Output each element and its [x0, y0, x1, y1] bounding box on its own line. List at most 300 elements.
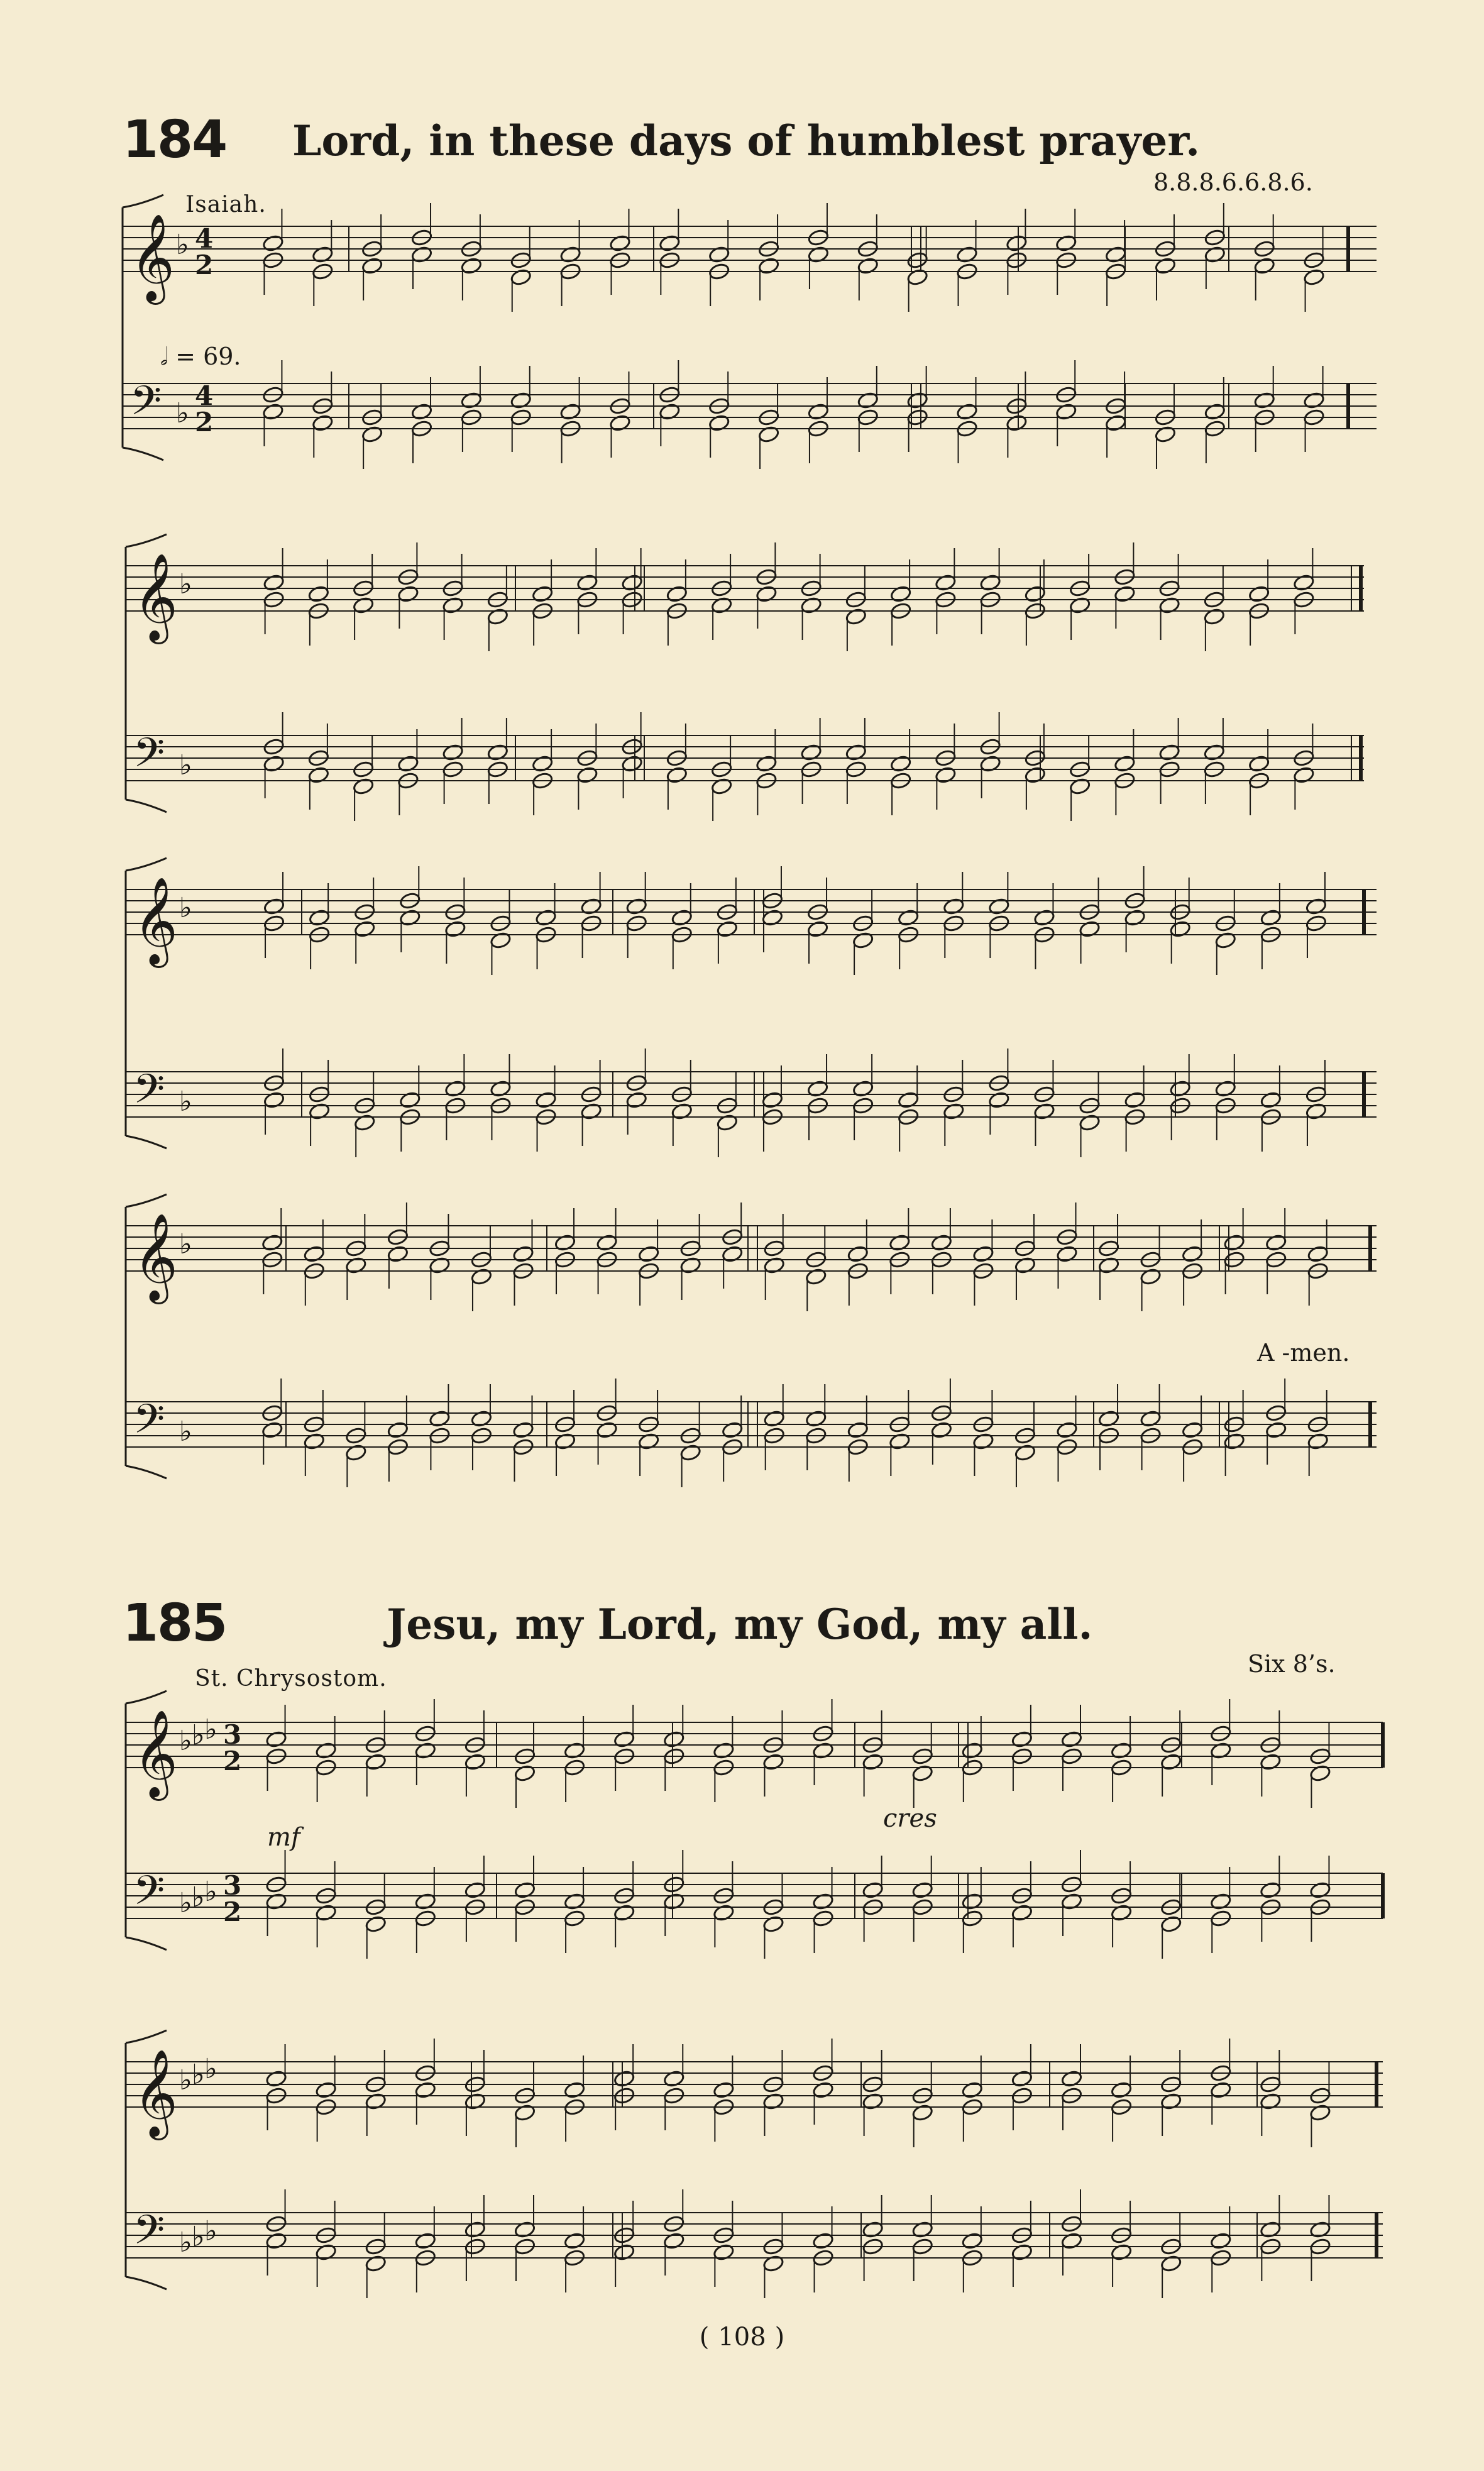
note-head: [1011, 1903, 1033, 1922]
score-system: [0, 541, 1484, 842]
note-head: [265, 2232, 287, 2250]
note-head: [512, 1245, 534, 1263]
note-head: [564, 2081, 586, 2099]
note-head: [890, 754, 912, 773]
note-head: [911, 2220, 933, 2238]
time-signature-top: 3: [223, 1870, 242, 1901]
tune-name: Isaiah.: [185, 192, 267, 217]
note-head: [444, 1079, 466, 1098]
note-head: [263, 573, 285, 592]
note-head: [303, 1432, 325, 1450]
note-head: [1105, 245, 1127, 263]
flat-icon: ♭: [179, 2226, 192, 2259]
note-head: [762, 2092, 784, 2110]
flat-icon: ♭: [176, 229, 189, 261]
note-head: [312, 414, 334, 432]
note-head: [263, 754, 285, 773]
note-head: [1223, 1432, 1245, 1450]
flat-icon: ♭: [179, 1887, 192, 1919]
treble-clef-icon: 𝄞: [133, 877, 178, 964]
note-head: [353, 596, 375, 614]
note-head: [621, 754, 643, 773]
note-head: [429, 1256, 451, 1274]
note-head: [1006, 234, 1028, 252]
note-head: [679, 1256, 701, 1274]
note-head: [1160, 2254, 1182, 2272]
note-head: [935, 573, 957, 592]
note-head: [663, 1892, 685, 1910]
note-head: [414, 2232, 436, 2250]
note-head: [470, 1409, 492, 1428]
note-head: [666, 766, 688, 784]
amen-lyric: A -men.: [1257, 1339, 1350, 1367]
note-head: [663, 2069, 685, 2088]
note-head: [1098, 1409, 1120, 1428]
note-head: [609, 414, 631, 432]
note-head: [852, 1079, 874, 1098]
note-head: [354, 1113, 376, 1131]
note-head: [956, 402, 978, 421]
staff-lines: [123, 195, 1377, 460]
note-head: [671, 908, 693, 927]
note-head: [857, 391, 879, 409]
note-head: [414, 1741, 436, 1759]
note-head: [943, 897, 965, 915]
note-head: [756, 585, 778, 603]
note-head: [312, 245, 334, 263]
note-head: [365, 1915, 387, 1933]
note-head: [716, 1113, 738, 1131]
note-head: [1265, 1421, 1287, 1439]
note-head: [1140, 1267, 1162, 1285]
note-head: [847, 1245, 869, 1263]
note-head: [510, 391, 532, 409]
note-head: [554, 1432, 576, 1450]
note-head: [722, 1245, 744, 1263]
bass-clef-icon: 𝄢: [133, 1066, 165, 1123]
note-head: [411, 402, 433, 421]
note-head: [263, 897, 285, 915]
note-head: [625, 897, 647, 915]
note-head: [444, 920, 466, 938]
note-head: [464, 2092, 486, 2110]
note-head: [460, 256, 482, 275]
note-head: [972, 1245, 994, 1263]
flat-icon: ♭: [179, 892, 192, 924]
note-head: [943, 1102, 965, 1120]
flat-icon: ♭: [204, 1714, 217, 1746]
dynamic-mf: mf: [267, 1823, 300, 1852]
flat-icon: ♭: [179, 1086, 192, 1118]
note-head: [906, 268, 928, 286]
flat-icon: ♭: [192, 1881, 205, 1913]
note-head: [464, 1881, 486, 1899]
note-head: [621, 573, 643, 592]
note-head: [862, 1881, 884, 1899]
note-head: [514, 2220, 536, 2238]
note-head: [1307, 1245, 1329, 1263]
note-head: [857, 256, 879, 275]
note-head: [979, 754, 1001, 773]
note-head: [807, 402, 829, 421]
note-head: [1033, 908, 1055, 927]
note-head: [564, 1741, 586, 1759]
flat-icon: ♭: [192, 2059, 205, 2091]
time-signature-top: 3: [223, 1719, 242, 1750]
note-head: [762, 2254, 784, 2272]
note-head: [1210, 1741, 1232, 1759]
note-head: [807, 920, 829, 938]
note-head: [800, 743, 822, 761]
note-head: [1114, 585, 1136, 603]
note-head: [315, 1741, 337, 1759]
note-head: [1203, 607, 1225, 625]
flat-icon: ♭: [179, 1228, 192, 1260]
note-head: [1248, 754, 1270, 773]
note-head: [979, 573, 1001, 592]
hymn-number: 185: [123, 1593, 227, 1653]
flat-icon: ♭: [179, 2064, 192, 2096]
note-head: [265, 1892, 287, 1910]
note-head: [564, 2232, 586, 2250]
note-head: [535, 1091, 557, 1109]
note-head: [961, 2081, 983, 2099]
note-head: [898, 908, 920, 927]
note-head: [1060, 1730, 1082, 1748]
meter: 8.8.8.6.6.8.6.: [1153, 168, 1313, 196]
note-head: [460, 391, 482, 409]
staff-lines: [126, 2030, 1383, 2289]
note-head: [365, 2254, 387, 2272]
note-head: [1309, 1764, 1331, 1782]
time-signature-bottom: 2: [195, 407, 214, 438]
note-head: [559, 245, 581, 263]
flat-icon: ♭: [192, 1719, 205, 1751]
note-head: [265, 1730, 287, 1748]
note-head: [812, 1741, 834, 1759]
note-head: [576, 573, 598, 592]
note-head: [442, 596, 464, 614]
note-head: [1260, 908, 1282, 927]
note-head: [1182, 1421, 1204, 1439]
note-head: [862, 2220, 884, 2238]
note-head: [399, 1091, 421, 1109]
time-signature-bottom: 2: [223, 1746, 242, 1776]
score-system: [0, 2037, 1484, 2313]
note-head: [564, 1892, 586, 1910]
note-head: [1011, 2069, 1033, 2088]
note-head: [1260, 1091, 1282, 1109]
note-head: [414, 2081, 436, 2099]
flat-icon: ♭: [176, 397, 189, 429]
note-head: [442, 743, 464, 761]
flat-icon: ♭: [204, 1876, 217, 1908]
note-head: [613, 1730, 635, 1748]
time-signature-bottom: 2: [223, 1896, 242, 1927]
score-system: [0, 1691, 1484, 2005]
note-head: [1303, 391, 1325, 409]
note-head: [1305, 1102, 1327, 1120]
note-head: [898, 1091, 920, 1109]
note-head: [486, 743, 508, 761]
note-head: [596, 1233, 618, 1252]
note-head: [559, 402, 581, 421]
note-head: [761, 1091, 783, 1109]
time-signature-top: 4: [195, 223, 214, 254]
note-head: [1111, 1741, 1133, 1759]
note-head: [961, 1741, 983, 1759]
note-head: [309, 1102, 331, 1120]
note-head: [659, 402, 681, 421]
note-head: [1223, 1233, 1245, 1252]
score-system: [0, 189, 1484, 503]
meter: Six 8’s.: [1248, 1650, 1336, 1678]
note-head: [532, 754, 554, 773]
note-head: [807, 1079, 829, 1098]
note-head: [345, 1256, 367, 1274]
score-system: [0, 864, 1484, 1166]
note-head: [309, 908, 331, 927]
page-number-value: 108: [718, 2323, 766, 2352]
note-head: [1011, 1730, 1033, 1748]
note-head: [490, 1079, 512, 1098]
note-head: [1014, 1443, 1036, 1461]
flat-icon: ♭: [204, 2053, 217, 2085]
note-head: [852, 931, 874, 949]
note-head: [762, 1753, 784, 1771]
note-head: [762, 1915, 784, 1933]
note-head: [1060, 2232, 1082, 2250]
time-signature-bottom: 2: [195, 250, 214, 280]
note-head: [361, 425, 383, 443]
note-head: [713, 2243, 735, 2261]
note-head: [758, 425, 780, 443]
note-head: [1260, 2220, 1282, 2238]
note-head: [666, 585, 688, 603]
note-head: [988, 1091, 1010, 1109]
note-head: [845, 743, 867, 761]
note-head: [763, 1256, 785, 1274]
note-head: [845, 607, 867, 625]
note-head: [397, 585, 419, 603]
note-head: [596, 1421, 618, 1439]
note-head: [708, 414, 730, 432]
note-head: [609, 234, 631, 252]
note-head: [613, 2243, 635, 2261]
note-head: [510, 268, 532, 286]
staff-lines: [126, 1691, 1383, 1950]
note-head: [1309, 2220, 1331, 2238]
note-head: [930, 1421, 952, 1439]
note-head: [1248, 585, 1270, 603]
note-head: [756, 754, 778, 773]
note-head: [1182, 1245, 1204, 1263]
treble-clef-icon: 𝄞: [133, 1213, 178, 1301]
note-head: [514, 2103, 536, 2122]
note-head: [345, 1443, 367, 1461]
note-head: [972, 1432, 994, 1450]
note-head: [353, 777, 375, 795]
note-head: [1169, 1079, 1191, 1098]
note-head: [1303, 268, 1325, 286]
note-head: [956, 245, 978, 263]
note-head: [490, 931, 512, 949]
note-head: [1060, 1892, 1082, 1910]
note-head: [1158, 596, 1180, 614]
note-head: [638, 1245, 660, 1263]
note-head: [580, 1102, 602, 1120]
note-head: [722, 1421, 744, 1439]
note-head: [1154, 256, 1176, 275]
flat-icon: ♭: [179, 1416, 192, 1448]
note-head: [613, 1903, 635, 1922]
note-head: [464, 1753, 486, 1771]
note-head: [1160, 2092, 1182, 2110]
note-head: [535, 908, 557, 927]
note-head: [1024, 766, 1046, 784]
tune-name: St. Chrysostom.: [195, 1666, 387, 1692]
note-head: [464, 2220, 486, 2238]
flat-icon: ♭: [204, 2215, 217, 2247]
treble-clef-icon: 𝄞: [133, 2049, 178, 2137]
note-head: [889, 1233, 911, 1252]
flat-icon: ♭: [179, 568, 192, 600]
note-head: [1309, 2103, 1331, 2122]
note-head: [961, 1892, 983, 1910]
note-head: [805, 1267, 827, 1285]
note-head: [1214, 931, 1236, 949]
note-head: [988, 897, 1010, 915]
note-head: [1105, 414, 1127, 432]
note-head: [1098, 1256, 1120, 1274]
note-head: [307, 766, 329, 784]
note-head: [1056, 1245, 1078, 1263]
note-head: [1079, 1113, 1101, 1131]
note-head: [1060, 2069, 1082, 2088]
note-head: [576, 766, 598, 784]
note-head: [429, 1409, 451, 1428]
note-head: [1210, 2232, 1232, 2250]
note-head: [1111, 2081, 1133, 2099]
note-head: [671, 1102, 693, 1120]
note-head: [812, 2232, 834, 2250]
note-head: [930, 1233, 952, 1252]
note-head: [387, 1245, 409, 1263]
note-head: [361, 256, 383, 275]
note-head: [470, 1267, 492, 1285]
note-head: [486, 607, 508, 625]
note-head: [1014, 1256, 1036, 1274]
note-head: [1124, 908, 1146, 927]
note-head: [303, 1245, 325, 1263]
note-head: [935, 766, 957, 784]
note-head: [1204, 245, 1226, 263]
note-head: [1140, 1409, 1162, 1428]
note-head: [354, 920, 376, 938]
note-head: [1293, 573, 1315, 592]
tempo-marking: 𝅗𝅥 = 69.: [160, 343, 241, 370]
note-head: [1069, 596, 1091, 614]
note-head: [1210, 1892, 1232, 1910]
note-head: [805, 1409, 827, 1428]
note-head: [397, 754, 419, 773]
note-head: [763, 1409, 785, 1428]
note-head: [812, 2081, 834, 2099]
note-head: [1293, 766, 1315, 784]
note-head: [1260, 1753, 1282, 1771]
time-signature-top: 4: [195, 380, 214, 411]
note-head: [1024, 585, 1046, 603]
note-head: [399, 908, 421, 927]
note-head: [315, 2081, 337, 2099]
note-head: [414, 1892, 436, 1910]
note-head: [800, 596, 822, 614]
note-head: [1111, 1903, 1133, 1922]
note-head: [625, 1091, 647, 1109]
note-head: [1307, 1432, 1329, 1450]
note-head: [1214, 1079, 1236, 1098]
bass-clef-icon: 𝄢: [133, 730, 165, 786]
note-head: [1309, 1881, 1331, 1899]
note-head: [365, 1753, 387, 1771]
page-number: ( 108 ): [699, 2323, 785, 2352]
note-head: [512, 1421, 534, 1439]
flat-icon: ♭: [179, 1725, 192, 1757]
note-head: [911, 1881, 933, 1899]
note-head: [906, 391, 928, 409]
note-head: [716, 920, 738, 938]
note-head: [262, 402, 284, 421]
treble-clef-icon: 𝄞: [133, 553, 178, 641]
note-head: [265, 2069, 287, 2088]
note-head: [1203, 743, 1225, 761]
note-head: [911, 2103, 933, 2122]
note-head: [1011, 2243, 1033, 2261]
note-head: [261, 1421, 283, 1439]
note-head: [1260, 1881, 1282, 1899]
note-head: [307, 585, 329, 603]
note-head: [1056, 1421, 1078, 1439]
note-head: [713, 2081, 735, 2099]
note-head: [711, 777, 733, 795]
note-head: [761, 908, 783, 927]
note-head: [711, 596, 733, 614]
note-head: [514, 1764, 536, 1782]
note-head: [663, 2232, 685, 2250]
note-head: [1006, 414, 1028, 432]
note-head: [847, 1421, 869, 1439]
note-head: [1158, 743, 1180, 761]
note-head: [1114, 754, 1136, 773]
note-head: [1033, 1102, 1055, 1120]
note-head: [315, 1903, 337, 1922]
note-head: [1253, 256, 1275, 275]
note-head: [1265, 1233, 1287, 1252]
bass-clef-icon: 𝄢: [133, 1868, 165, 1924]
note-head: [580, 897, 602, 915]
note-head: [1160, 1753, 1182, 1771]
note-head: [638, 1432, 660, 1450]
bass-clef-icon: 𝄢: [130, 378, 162, 434]
expression-cres: cres: [883, 1804, 937, 1833]
note-head: [812, 1892, 834, 1910]
note-head: [862, 2092, 884, 2110]
note-head: [862, 1753, 884, 1771]
hymn-title: Jesu, my Lord, my God, my all.: [387, 1600, 1093, 1649]
note-head: [1169, 920, 1191, 938]
note-head: [679, 1443, 701, 1461]
flat-icon: ♭: [192, 2221, 205, 2253]
